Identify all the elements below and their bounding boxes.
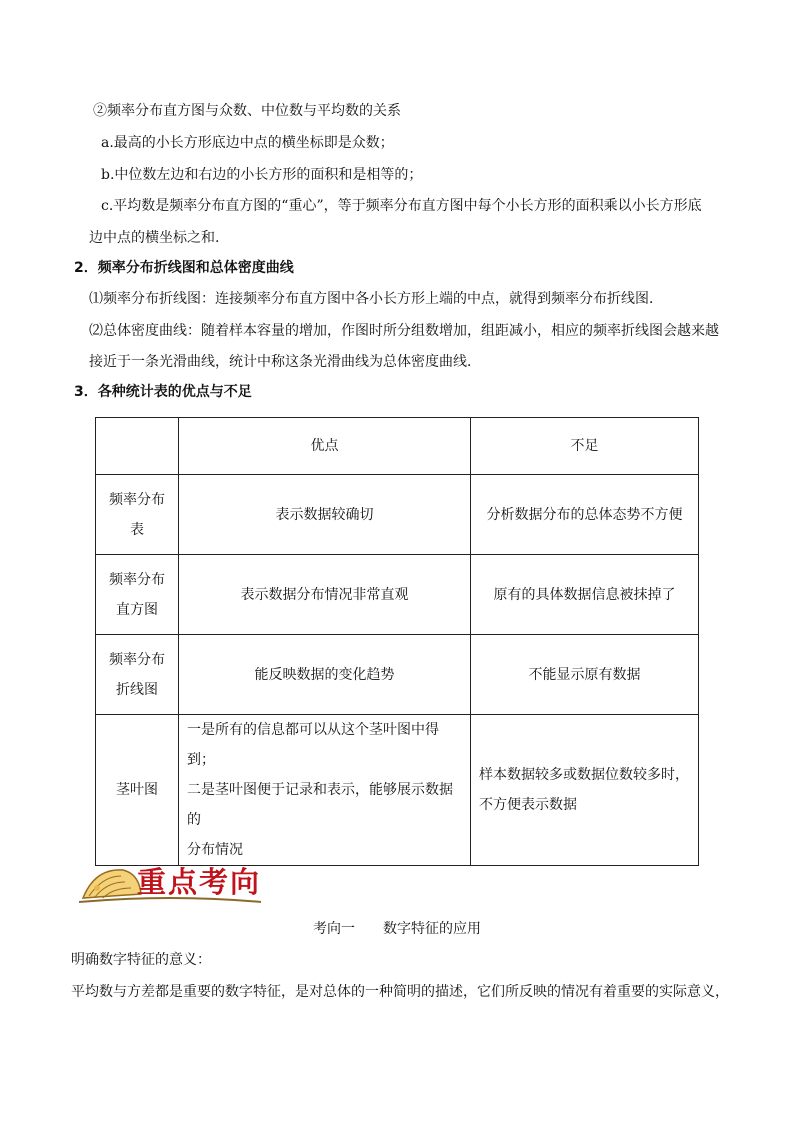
topic-subtitle: 考向一 数字特征的应用 <box>313 921 481 937</box>
table-row <box>96 715 699 866</box>
row-pro-cell: 能反映数据的变化趋势 <box>179 635 471 715</box>
row-pro-cell: 表示数据较确切 <box>179 475 471 555</box>
row-con-cell: 样本数据较多或数据位数较多时， 不方便表示数据 <box>471 715 699 866</box>
paragraph-body: 平均数与方差都是重要的数字特征，是对总体的一种简明的描述，它们所反映的情况有着重要的实际意义， <box>71 984 729 1000</box>
sub-item-2-line-1: ⑵总体密度曲线：随着样本容量的增加，作图时所分组数增加，组距减小，相应的频率折线图会越来越 <box>89 323 719 339</box>
row-pro-cell: 表示数据分布情况非常直观 <box>179 555 471 635</box>
paragraph-intro: 明确数字特征的意义： <box>71 952 211 968</box>
point-b: b.中位数左边和右边的小长方形的面积和是相等的； <box>101 167 423 183</box>
table-row <box>96 555 699 635</box>
header-cell-pros: 优点 <box>179 418 471 475</box>
row-name-cell: 茎叶图 <box>96 715 179 866</box>
row-name-cell: 频率分布 直方图 <box>96 555 179 635</box>
point-c-line-1: c.平均数是频率分布直方图的“重心”，等于频率分布直方图中每个小长方形的面积乘以小长方形底 <box>101 198 702 214</box>
point-c-line-2: 边中点的横坐标之和. <box>89 230 220 246</box>
banner-title: 重点考向 <box>137 865 262 899</box>
table-row <box>96 475 699 555</box>
header-cell-empty <box>96 418 179 475</box>
row-name-cell: 频率分布 折线图 <box>96 635 179 715</box>
header-cell-cons: 不足 <box>471 418 699 475</box>
table-header-row <box>96 418 699 475</box>
item-2-title: ②频率分布直方图与众数、中位数与平均数的关系 <box>93 103 401 119</box>
row-con-cell: 不能显示原有数据 <box>471 635 699 715</box>
point-a: a.最高的小长方形底边中点的横坐标即是众数； <box>101 135 394 151</box>
row-pro-cell: 一是所有的信息都可以从这个茎叶图中得到； 二是茎叶图便于记录和表示，能够展示数据的 分布情况 <box>179 715 471 866</box>
heading-3: 3．各种统计表的优点与不足 <box>74 384 252 400</box>
table-row <box>96 635 699 715</box>
row-name-cell: 频率分布 表 <box>96 475 179 555</box>
comparison-table <box>95 417 699 866</box>
heading-2: 2．频率分布折线图和总体密度曲线 <box>74 260 294 276</box>
row-con-cell: 原有的具体数据信息被抹掉了 <box>471 555 699 635</box>
section-banner <box>75 858 265 906</box>
row-con-cell: 分析数据分布的总体态势不方便 <box>471 475 699 555</box>
sub-item-1: ⑴频率分布折线图：连接频率分布直方图中各小长方形上端的中点，就得到频率分布折线图． <box>89 291 663 307</box>
sub-item-2-line-2: 接近于一条光滑曲线，统计中称这条光滑曲线为总体密度曲线． <box>89 354 481 370</box>
